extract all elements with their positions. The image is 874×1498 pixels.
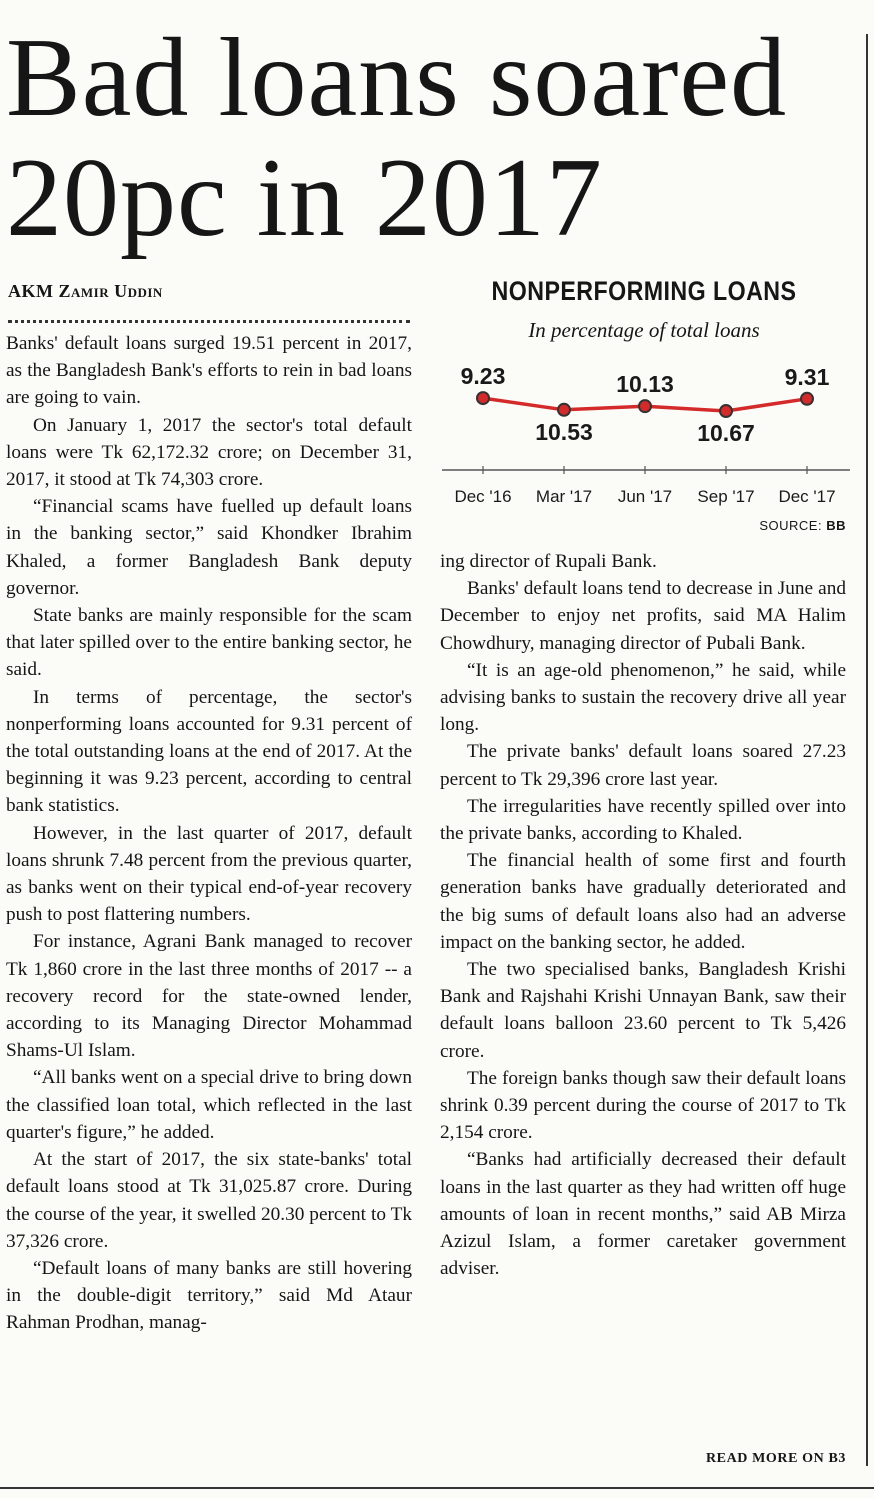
paragraph: State banks are mainly responsible for the scam that later spilled over to the entire banking sector, he said. — [6, 605, 412, 681]
page-bottom-rule — [0, 1487, 874, 1489]
data-label: 9.31 — [784, 363, 830, 390]
chart-source — [759, 518, 846, 533]
paragraph: The two specialised banks, Bangladesh Krishi Bank and Rajshahi Krishi Unnayan Bank, saw their default loans balloon 23.60 percent to Tk 5,426 crore. — [440, 959, 846, 1062]
paragraph: ing director of Rupali Bank. — [440, 551, 657, 572]
chart-title: NONPERFORMING LOANS — [491, 276, 797, 306]
data-point — [720, 405, 732, 417]
nonperforming-loans-chart — [440, 356, 854, 516]
article-column-2 — [440, 548, 846, 1282]
paragraph: In terms of percentage, the sector's nonperforming loans accounted for 9.31 percent of the total outstanding loans at the end of 2017. At the beginning it was 9.23 percent, according to central bank statistics. — [6, 686, 412, 817]
paragraph: “All banks went on a special drive to bring down the classified loan total, which reflected in the last quarter's figure,” he added. — [6, 1067, 412, 1143]
paragraph: The irregularities have recently spilled over into the private banks, according to Khaled. — [440, 795, 846, 845]
headline-line-1: Bad loans soared — [6, 16, 788, 140]
data-label: 10.13 — [616, 371, 674, 398]
data-point — [639, 400, 651, 412]
x-tick-label: Jun '17 — [617, 487, 673, 506]
paragraph: “Financial scams have fuelled up default loans in the banking sector,” said Khondker Ibrahim Khaled, a former Bangladesh Bank deputy governor. — [6, 496, 412, 599]
article-column-1 — [6, 330, 412, 1337]
read-more-link[interactable]: READ MORE ON B3 — [705, 1451, 846, 1466]
data-point — [801, 393, 813, 405]
data-label: 10.53 — [535, 418, 593, 445]
paragraph: Banks' default loans tend to decrease in June and December to enjoy net profits, said MA Halim Chowdhury, managing director of Pubali Bank. — [440, 578, 846, 654]
paragraph: On January 1, 2017 the sector's total default loans were Tk 62,172.32 crore; on December 31, 2017, it stood at Tk 74,303 crore. — [6, 414, 412, 491]
paragraph: “Banks had artificially decreased their default loans in the last quarter as they had written off huge amounts of loan in recent months,” said AB Mirza Azizul Islam, a former caretaker government adviser. — [440, 1149, 846, 1280]
paragraph: The financial health of some first and fourth generation banks have gradually deteriorated and the big sums of default loans also had an adverse impact on the banking sector, he added. — [440, 850, 846, 953]
paragraph: For instance, Agrani Bank managed to recover Tk 1,860 crore in the last three months of 2017 -- a recovery record for the state-owned lender, according to its Managing Director Mohammad Shams-Ul Islam. — [6, 931, 412, 1062]
headline — [6, 18, 866, 258]
x-tick-label: Sep '17 — [697, 487, 755, 506]
chart-subtitle: In percentage of total loans — [528, 318, 760, 342]
paragraph: Banks' default loans surged 19.51 percent in 2017, as the Bangladesh Bank's efforts to rein in bad loans are going to vain. — [6, 333, 412, 409]
paragraph: The foreign banks though saw their default loans shrink 0.39 percent during the course of 2017 to Tk 2,154 crore. — [440, 1067, 846, 1144]
data-label: 10.67 — [697, 420, 755, 447]
data-label: 9.23 — [460, 363, 506, 390]
page-edge-rule — [866, 34, 868, 1466]
headline-line-2: 20pc in 2017 — [6, 136, 603, 260]
x-tick-label: Dec '16 — [454, 487, 512, 506]
byline: AKM Zamir Uddin — [8, 281, 163, 301]
source-value: BB — [826, 518, 846, 533]
byline-divider — [8, 320, 410, 323]
paragraph: The private banks' default loans soared 27.23 percent to Tk 29,396 crore last year. — [440, 741, 846, 790]
paragraph: At the start of 2017, the six state-banks' total default loans stood at Tk 31,025.87 crore. During the course of the year, it swelled 20.30 percent to Tk 37,326 crore. — [6, 1149, 412, 1252]
x-tick-label: Dec '17 — [778, 487, 836, 506]
source-label: SOURCE: — [759, 518, 823, 533]
data-point — [477, 392, 489, 404]
paragraph: However, in the last quarter of 2017, default loans shrunk 7.48 percent from the previous quarter, as banks went on their typical end-of-year recovery push to post flattering numbers. — [6, 822, 412, 926]
paragraph: “Default loans of many banks are still hovering in the double-digit territory,” said Md Ataur Rahman Prodhan, manag- — [6, 1257, 412, 1334]
x-tick-label: Mar '17 — [535, 487, 593, 506]
paragraph: “It is an age-old phenomenon,” he said, while advising banks to sustain the recovery drive all year long. — [440, 659, 846, 736]
data-point — [558, 404, 570, 416]
